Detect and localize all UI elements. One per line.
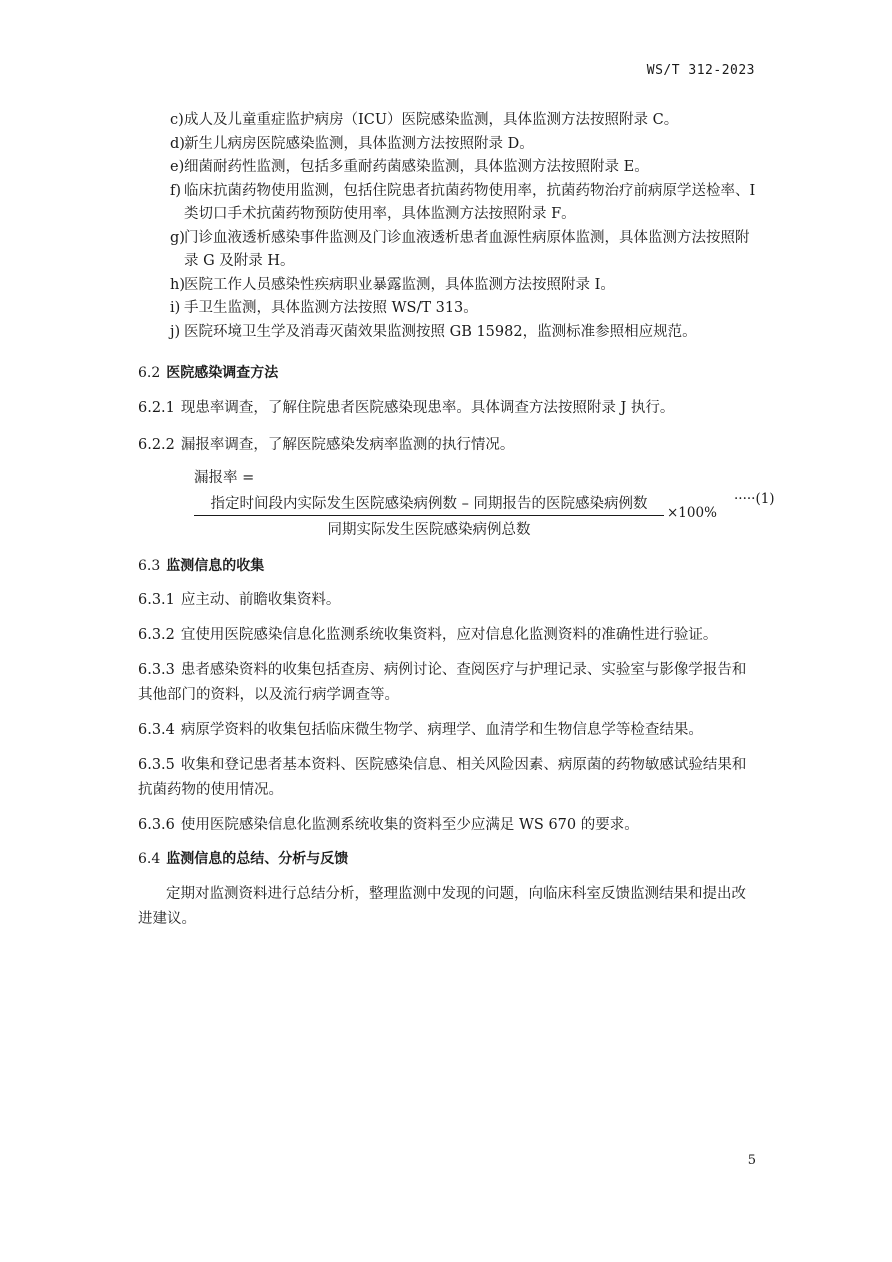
clause-text: 病原学资料的收集包括临床微生物学、病理学、血清学和生物信息学等检查结果。 xyxy=(180,722,703,738)
list-item-text: 新生儿病房医院感染监测，具体监测方法按照附录 D。 xyxy=(184,135,534,152)
clause-text: 使用医院感染信息化监测系统收集的资料至少应满足 WS 670 的要求。 xyxy=(180,817,639,833)
list-item-text: 门诊血液透析感染事件监测及门诊血液透析患者血源性病原体监测，具体监测方法按照附录 G 及附录 H。 xyxy=(184,229,750,269)
clause-6-3-1 xyxy=(138,588,756,613)
fraction-bar xyxy=(194,515,664,516)
list-item xyxy=(138,156,756,180)
clause-6-3-6 xyxy=(138,813,756,838)
list-marker: c) xyxy=(170,112,184,128)
list-item xyxy=(138,321,756,345)
clause-number: 6.3.6 xyxy=(138,817,175,833)
formula-numerator: 指定时间段内实际发生医院感染病例数 – 同期报告的医院感染病例数 xyxy=(210,496,648,512)
formula-denominator: 同期实际发生医院感染病例总数 xyxy=(327,522,531,538)
clause-6-2-1 xyxy=(138,396,756,421)
section-number: 6.3 xyxy=(138,558,161,574)
list-item xyxy=(138,297,756,321)
section-heading-6-2 xyxy=(138,362,756,384)
clause-text: 收集和登记患者基本资料、医院感染信息、相关风险因素、病原菌的药物敏感试验结果和抗菌药物的使用情况。 xyxy=(138,757,747,798)
list-item-text: 医院工作人员感染性疾病职业暴露监测，具体监测方法按照附录 I。 xyxy=(184,276,615,293)
section-number: 6.4 xyxy=(138,851,161,867)
section-title: 监测信息的总结、分析与反馈 xyxy=(166,851,349,867)
list-item xyxy=(138,274,756,298)
list-item xyxy=(138,133,756,157)
list-item-text: 手卫生监测，具体监测方法按照 WS/T 313。 xyxy=(184,300,478,316)
list-marker: d) xyxy=(170,135,185,152)
clause-6-4-body: 定期对监测资料进行总结分析，整理监测中发现的问题，向临床科室反馈监测结果和提出改进建议。 xyxy=(138,886,746,927)
clause-6-2-2 xyxy=(138,433,756,458)
list-marker: g) xyxy=(170,229,185,246)
formula-1 xyxy=(194,468,775,538)
formula-lhs: 漏报率 = xyxy=(194,470,255,486)
clause-6-3-2 xyxy=(138,623,756,648)
list-item-text: 医院环境卫生学及消毒灭菌效果监测按照 GB 15982，监测标准参照相应规范。 xyxy=(184,323,697,340)
clause-number: 6.3.5 xyxy=(138,757,175,773)
clause-text: 宜使用医院感染信息化监测系统收集资料，应对信息化监测资料的准确性进行验证。 xyxy=(180,627,718,643)
clause-6-3-5 xyxy=(138,753,756,803)
page-number: 5 xyxy=(747,1153,756,1168)
section-heading-6-3 xyxy=(138,555,756,577)
formula-multiplier: ×100% xyxy=(667,505,717,521)
list-item xyxy=(138,180,756,227)
list-marker: h) xyxy=(170,276,185,293)
clause-number: 6.2.2 xyxy=(138,437,175,453)
clause-text: 漏报率调查，了解医院感染发病率监测的执行情况。 xyxy=(180,437,515,453)
section-heading-6-4 xyxy=(138,848,756,870)
clause-text: 患者感染资料的收集包括查房、病例讨论、查阅医疗与护理记录、实验室与影像学报告和其他部门的资料，以及流行病学调查等。 xyxy=(138,662,747,703)
list-marker: j) xyxy=(170,323,181,340)
monitoring-items-list xyxy=(138,109,756,344)
list-item-text: 成人及儿童重症监护病房（ICU）医院感染监测，具体监测方法按照附录 C。 xyxy=(184,112,679,128)
clause-number: 6.2.1 xyxy=(138,400,175,416)
list-item xyxy=(138,227,756,274)
clause-6-3-3 xyxy=(138,658,756,708)
clause-number: 6.3.2 xyxy=(138,627,175,643)
page-content xyxy=(138,109,775,932)
list-item-text: 临床抗菌药物使用监测，包括住院患者抗菌药物使用率，抗菌药物治疗前病原学送检率、I 类切口手术抗菌药物预防使用率，具体监测方法按照附录 F。 xyxy=(184,182,756,222)
clause-number: 6.3.4 xyxy=(138,722,175,738)
list-item-text: 细菌耐药性监测，包括多重耐药菌感染监测，具体监测方法按照附录 E。 xyxy=(184,159,649,175)
list-marker: i) xyxy=(170,300,181,316)
section-number: 6.2 xyxy=(138,365,161,381)
list-marker: f) xyxy=(170,182,182,199)
list-item xyxy=(138,109,756,133)
clause-number: 6.3.3 xyxy=(138,662,175,678)
section-title: 医院感染调查方法 xyxy=(166,365,279,381)
list-marker: e) xyxy=(170,159,185,175)
clause-text: 应主动、前瞻收集资料。 xyxy=(180,592,341,608)
standard-code: WS/T 312-2023 xyxy=(646,63,755,78)
formula-tag: ·····(1) xyxy=(734,491,775,507)
clause-6-3-4 xyxy=(138,718,756,743)
section-title: 监测信息的收集 xyxy=(166,558,265,574)
clause-number: 6.3.1 xyxy=(138,592,175,608)
clause-text: 现患率调查，了解住院患者医院感染现患率。具体调查方法按照附录 J 执行。 xyxy=(180,400,675,416)
